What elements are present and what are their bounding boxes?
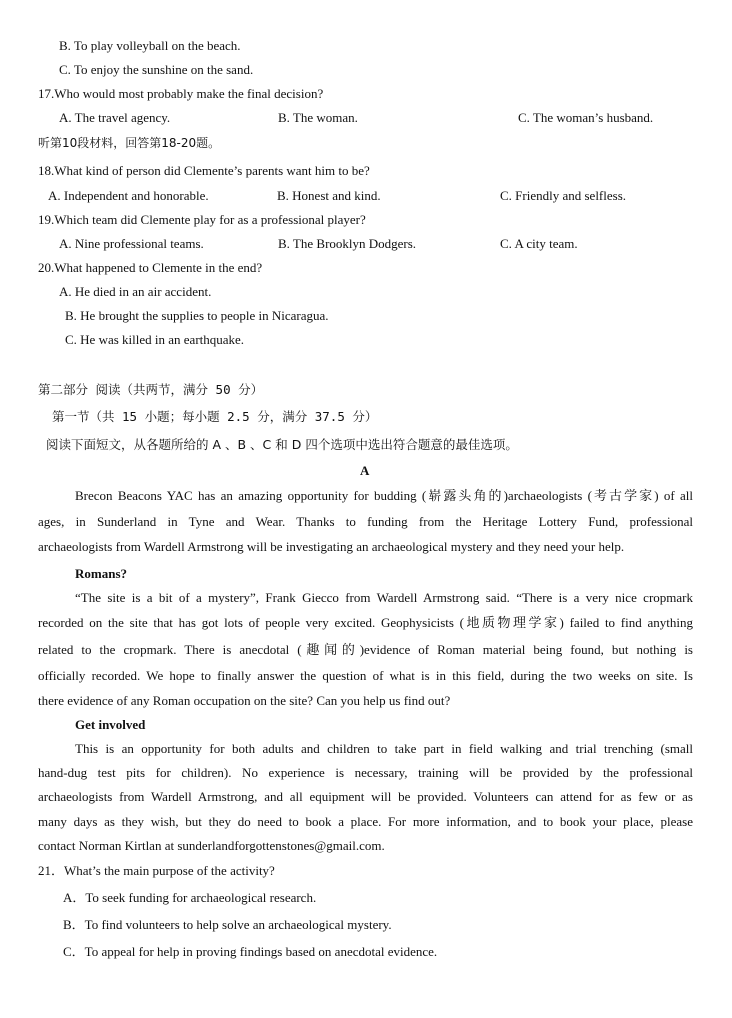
section1-heading: 第一节（共 15 小题；每小题 2.5 分，满分 37.5 分）: [52, 409, 378, 424]
q20-option-a: A. He died in an air accident.: [59, 284, 212, 299]
passage-line: hand-dug test pits for children). No experience is necessary, training will be provided by the professional: [38, 765, 693, 780]
q16-option-c: C. To enjoy the sunshine on the sand.: [59, 62, 254, 77]
q18-stem: 18.What kind of person did Clemente’s parents want him to be?: [38, 163, 370, 178]
passage-line: “The site is a bit of a mystery”, Frank Giecco from Wardell Armstrong said. “There is a very nice cropmark: [75, 590, 693, 605]
subheading-get-involved: Get involved: [75, 717, 146, 732]
q20-stem: 20.What happened to Clemente in the end?: [38, 260, 263, 275]
passage-line: ages, in Sunderland in Tyne and Wear. Thanks to funding from the Heritage Lottery Fund, professional: [38, 514, 693, 529]
passage-line: there evidence of any Roman occupation on the site? Can you help us find out?: [38, 693, 451, 708]
q18-option-c: C. Friendly and selfless.: [500, 188, 627, 203]
passage-letter: A: [360, 463, 370, 478]
part2-heading: 第二部分 阅读（共两节，满分 50 分）: [38, 382, 264, 397]
q18-option-a: A. Independent and honorable.: [48, 188, 209, 203]
q17-option-c: C. The woman’s husband.: [518, 110, 654, 125]
passage-line: officially recorded. We hope to finally answer the question of what is in this field, during the two weeks on site. Is: [38, 668, 693, 683]
q21-stem: 21．What’s the main purpose of the activity?: [38, 863, 275, 878]
q21-option-c: C．To appeal for help in proving findings based on anecdotal evidence.: [63, 944, 438, 959]
passage-line: recorded on the site that has got lots of people very excited. Geophysicists (地质物理学家) failed to find anything: [38, 615, 693, 630]
reading-instruction: 阅读下面短文，从各题所给的 A 、B 、C 和 D 四个选项中选出符合题意的最佳选项。: [46, 437, 518, 452]
q17-stem: 17.Who would most probably make the final decision?: [38, 86, 324, 101]
q21-option-a: A．To seek funding for archaeological research.: [63, 890, 317, 905]
q16-option-b: B. To play volleyball on the beach.: [59, 38, 241, 53]
q19-option-b: B. The Brooklyn Dodgers.: [278, 236, 417, 251]
passage-line: many days as they wish, but they do need to book a place. For more information, and to book your place, please: [38, 814, 693, 829]
q20-option-c: C. He was killed in an earthquake.: [65, 332, 245, 347]
q20-option-b: B. He brought the supplies to people in Nicaragua.: [65, 308, 329, 323]
q19-stem: 19.Which team did Clemente play for as a professional player?: [38, 212, 366, 227]
q17-option-b: B. The woman.: [278, 110, 358, 125]
q18-option-b: B. Honest and kind.: [277, 188, 381, 203]
passage-line: related to the cropmark. There is anecdotal (趣闻的)evidence of Roman material being found, but nothing is: [38, 642, 693, 657]
passage-line: archaeologists from Wardell Armstrong, and all equipment will be provided. Volunteers can attend for as few or as: [38, 789, 693, 804]
subheading-romans: Romans?: [75, 566, 128, 581]
listening-instruction: 听第10段材料，回答第18-20题。: [38, 136, 221, 150]
q21-option-b: B．To find volunteers to help solve an archaeological mystery.: [63, 917, 392, 932]
q19-option-c: C. A city team.: [500, 236, 578, 251]
passage-line: contact Norman Kirtlan at sunderlandforgottenstones@gmail.com.: [38, 838, 385, 853]
passage-line: Brecon Beacons YAC has an amazing opportunity for budding (崭露头角的)archaeologists (考古学家) of all: [75, 488, 693, 503]
passage-line: archaeologists from Wardell Armstrong will be investigating an archaeological mystery and they need your help.: [38, 539, 625, 554]
q17-option-a: A. The travel agency.: [59, 110, 171, 125]
q19-option-a: A. Nine professional teams.: [59, 236, 204, 251]
passage-line: This is an opportunity for both adults and children to take part in field walking and trial trenching (small: [75, 741, 693, 756]
